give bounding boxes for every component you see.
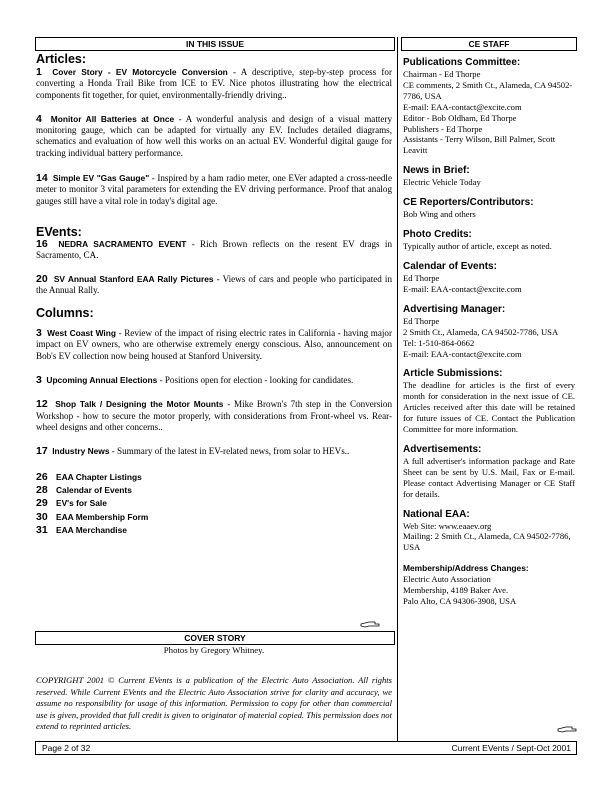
staff-heading: National EAA: [403, 508, 470, 520]
article-entry [36, 173, 392, 207]
page-number: 20 [36, 272, 48, 285]
page-number: 29 [36, 497, 48, 510]
pointing-hand-icon [557, 724, 577, 734]
staff-email[interactable]: E-mail: EAA-contact@excite.com [403, 101, 522, 112]
staff-line: Assistants - Terry Wilson, Bill Palmer, Scott Leavitt [403, 134, 556, 156]
listing-title: Calendar of Events [56, 484, 132, 495]
event-desc: - Rich Brown reflects on the resent EV drags in Sacramento, CA. [36, 238, 392, 261]
staff-line: Typically author of article, except as noted. [403, 241, 552, 252]
column-entry [36, 328, 392, 362]
ce-staff-header: CE STAFF [401, 37, 577, 51]
staff-section [403, 509, 575, 554]
staff-heading: Article Submissions: [403, 368, 503, 380]
page-number: 4 [36, 112, 42, 125]
events-heading: EVents: [36, 224, 82, 239]
page-number: 28 [36, 483, 48, 496]
event-title: SV Annual Stanford EAA Rally Pictures [53, 273, 214, 284]
staff-section [403, 304, 575, 360]
listing-title: EAA Chapter Listings [56, 471, 142, 482]
staff-section [403, 261, 575, 295]
column-title: Shop Talk / Designing the Motor Mounts [55, 399, 224, 410]
article-title: Simple EV "Gas Gauge" [52, 173, 150, 184]
columns-heading: Columns: [36, 306, 94, 321]
page-number-label: Page 2 of 32 [42, 743, 91, 753]
staff-line: The deadline for articles is the first of every month for consideration in the next issue of CE. Articles received after this date will be retained for future issues of CE. Contact the Publication Committee for more information. [403, 380, 575, 435]
staff-heading: Photo Credits: [403, 229, 472, 241]
staff-section [403, 444, 575, 500]
column-entry [36, 446, 392, 457]
page-number: 30 [36, 510, 48, 523]
page-number: 17 [36, 445, 48, 458]
page-number: 3 [36, 374, 42, 387]
pointing-hand-icon [360, 619, 380, 629]
column-entry [36, 375, 392, 386]
listing-title: EAA Merchandise [56, 525, 127, 536]
staff-line: Ed Thorpe [403, 315, 440, 326]
staff-heading: Calendar of Events: [403, 260, 497, 272]
staff-heading: News in Brief: [403, 165, 470, 177]
article-title: Monitor All Batteries at Once [50, 113, 175, 124]
page-number: 12 [36, 398, 48, 411]
event-entry [36, 239, 392, 262]
column-entry [36, 399, 392, 433]
event-entry [36, 274, 392, 297]
listing-entry [36, 511, 392, 524]
article-entry [36, 114, 392, 159]
column-title: West Coast Wing [47, 328, 116, 339]
staff-line: Palo Alto, CA 94306-3908, USA [403, 596, 517, 607]
staff-line: A full advertiser's information package and Rate Sheet can be sent by U.S. Mail, Fax or E-mail. Please contact Advertising Manager or CE Staff for details. [403, 455, 575, 499]
staff-line: Chairman - Ed Thorpe [403, 69, 481, 79]
article-desc: - A descriptive, step-by-step process for converting a Honda Trail Bike from ICE to EV. Nice photos illustrating how the electrical components fit together, for quiet, environmentally-friendly driving.. [36, 67, 393, 100]
staff-line: Membership, 4189 Baker Ave. [403, 585, 509, 596]
article-title: Cover Story - EV Motorcycle Conversion [52, 67, 228, 77]
article-desc: - Inspired by a ham radio meter, one EVer adapted a cross-needle meter to monitor 3 vital parameters for extending the EV driving performance. Proof that analog gauges still have a vital role in today's digital age. [36, 173, 392, 206]
column-desc: - Summary of the latest in EV-related news, from solar to HEVs.. [109, 446, 350, 457]
photo-credit: Photos by Gregory Whitney. [163, 645, 265, 655]
articles-heading: Articles: [36, 52, 87, 66]
page-number: 1 [36, 66, 42, 78]
staff-section [403, 229, 575, 252]
staff-heading: Advertising Manager: [403, 303, 506, 315]
staff-email[interactable]: E-mail: EAA-contact@excite.com [403, 348, 522, 359]
event-title: NEDRA SACRAMENTO EVENT [58, 238, 187, 249]
staff-line: Tel: 1-510-864-0662 [403, 337, 475, 348]
staff-line: Ed Thorpe [403, 272, 440, 283]
staff-line: Bob Wing and others [403, 209, 476, 220]
column-title: Industry News [52, 446, 110, 457]
column-desc: - Mike Brown's 7th step in the Conversion Workshop - how to secure the motor properly, with considerations from Front-wheel vs. Rear-wheel designs and other concerns.. [36, 399, 392, 432]
column-divider [397, 37, 398, 741]
copyright-notice: COPYRIGHT 2001 © Current EVents is a publication of the Electric Auto Association. All rights reserved. While Current EVents and the Electric Auto Association strive for clarity and accuracy, we assume no responsibility for usage of this information. Permission to copy for other than commercial use is given, provided that full credit is given to originator of material copied. This permission does not extend to reprinted articles. [36, 675, 392, 732]
listing-entry [36, 497, 392, 510]
listing-title: EAA Membership Form [56, 511, 149, 522]
event-desc: - Views of cars and people who participated in the Annual Rally. [36, 273, 392, 295]
listing-title: EV's for Sale [56, 498, 107, 509]
staff-line: Electric Auto Association [403, 574, 491, 585]
page-number: 26 [36, 470, 48, 483]
listing-entry [36, 471, 392, 484]
page-number: 14 [36, 172, 48, 185]
cover-story-header: COVER STORY [35, 631, 395, 645]
issue-label: Current EVents / Sept-Oct 2001 [451, 743, 571, 753]
staff-heading: Membership/Address Changes: [403, 563, 529, 574]
staff-line: CE comments, 2 Smith Ct., Alameda, CA 94502-7786, USA [403, 79, 573, 101]
staff-section [403, 57, 575, 156]
staff-column [403, 52, 575, 607]
staff-section [403, 197, 575, 220]
staff-heading: Publications Committee: [403, 57, 521, 68]
page-footer [35, 741, 577, 755]
page-number: 3 [36, 327, 42, 340]
article-desc: - A wonderful analysis and design of a visual mattery monitoring gauge, which can be adapted for virtually any EV. Includes detailed diagrams, schematics and evaluation of how well this works on an actual EV. Wonderful digital gauge for tracking individual battery performance. [36, 113, 392, 158]
staff-section [403, 562, 575, 607]
staff-line: Publishers - Ed Thorpe [403, 123, 483, 134]
column-desc: - Review of the impact of rising electric rates in California - having major impact on EV owners, who are otherwise extremely energy conscious. Also, announcement on Bob's EV collection now being housed at Stanford University. [36, 328, 393, 361]
staff-line: Editor - Bob Oldham, Ed Thorpe [403, 112, 517, 123]
page-number: 16 [36, 237, 48, 250]
staff-link[interactable]: Web Site: www.eaaev.org [403, 520, 492, 531]
staff-section [403, 165, 575, 188]
column-desc: - Positions open for election - looking for candidates. [157, 375, 354, 386]
in-this-issue-header: IN THIS ISSUE [35, 37, 395, 51]
article-entry [36, 67, 392, 101]
page-number: 31 [36, 524, 48, 537]
staff-section [403, 368, 575, 435]
staff-heading: CE Reporters/Contributors: [403, 197, 534, 209]
staff-email[interactable]: E-mail: EAA-contact@excite.com [403, 283, 522, 294]
staff-line: Electric Vehicle Today [403, 177, 481, 188]
issue-contents [36, 52, 392, 538]
listing-entry [36, 484, 392, 497]
staff-line: Mailing: 2 Smith Ct., Alameda, CA 94502-7786, USA [403, 531, 571, 553]
staff-heading: Advertisements: [403, 443, 482, 455]
staff-line: 2 Smith Ct., Alameda, CA 94502-7786, USA [403, 326, 559, 337]
column-title: Upcoming Annual Elections [46, 375, 158, 386]
listing-entry [36, 524, 392, 537]
